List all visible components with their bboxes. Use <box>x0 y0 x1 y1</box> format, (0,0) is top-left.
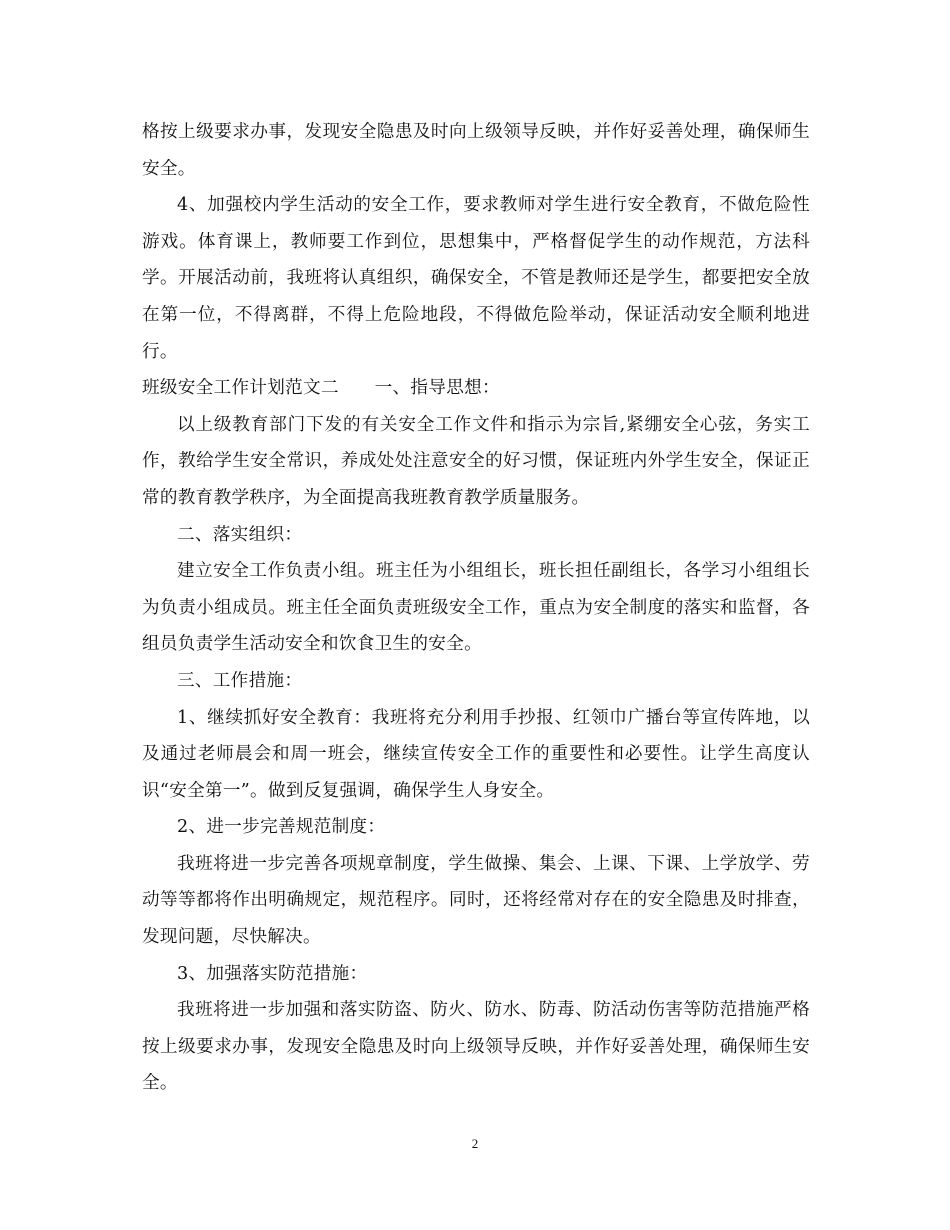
paragraph-organization: 建立安全工作负责小组。班主任为小组组长，班长担任副组长，各学习小组组长为负责小组成员。班主任全面负责班级安全工作，重点为安全制度的落实和监督，各组员负责学生活动安全和饮食卫生的安全。 <box>142 561 810 655</box>
heading-measure-2: 2、进一步完善规范制度： <box>177 817 386 838</box>
heading-organization: 二、落实组织： <box>177 524 303 545</box>
paragraph-guiding-thought: 以上级教育部门下发的有关安全工作文件和指示为宗旨,紧绷安全心弦，务实工作，教给学生安全常识，养成处处注意安全的好习惯，保证班内外学生安全，保证正常的教育教学秩序，为全面提高我班教育教学质量服务。 <box>142 414 810 508</box>
heading-measures: 三、工作措施： <box>177 670 303 691</box>
section-heading: 班级安全工作计划范文二 一、指导思想： <box>142 378 500 399</box>
paragraph-measure-3: 我班将进一步加强和落实防盗、防火、防水、防毒、防活动伤害等防范措施严格按上级要求办事，发现安全隐患及时向上级领导反映，并作好妥善处理，确保师生安全。 <box>142 1000 810 1094</box>
heading-measure-3: 3、加强落实防范措施： <box>177 963 368 984</box>
document-body <box>142 114 810 1102</box>
page-number: 2 <box>471 1136 479 1151</box>
paragraph-measure-2: 我班将进一步完善各项规章制度，学生做操、集会、上课、下课、上学放学、劳动等等都将作出明确规定，规范程序。同时，还将经常对存在的安全隐患及时排查，发现问题，尽快解决。 <box>142 853 810 948</box>
paragraph-continuation: 格按上级要求办事，发现安全隐患及时向上级领导反映，并作好妥善处理，确保师生安全。 <box>142 122 810 179</box>
paragraph-measure-1: 1、继续抓好安全教育：我班将充分利用手抄报、红领巾广播台等宣传阵地，以及通过老师晨会和周一班会，继续宣传安全工作的重要性和必要性。让学生高度认识“安全第一”。做到反复强调，确保学生人身安全。 <box>142 707 810 801</box>
paragraph-item-4: 4、加强校内学生活动的安全工作，要求教师对学生进行安全教育，不做危险性游戏。体育课上，教师要工作到位，思想集中，严格督促学生的动作规范，方法科学。开展活动前，我班将认真组织，确保安全，不管是教师还是学生，都要把安全放在第一位，不得离群，不得上危险地段，不得做危险举动，保证活动安全顺利地进行。 <box>142 195 810 362</box>
